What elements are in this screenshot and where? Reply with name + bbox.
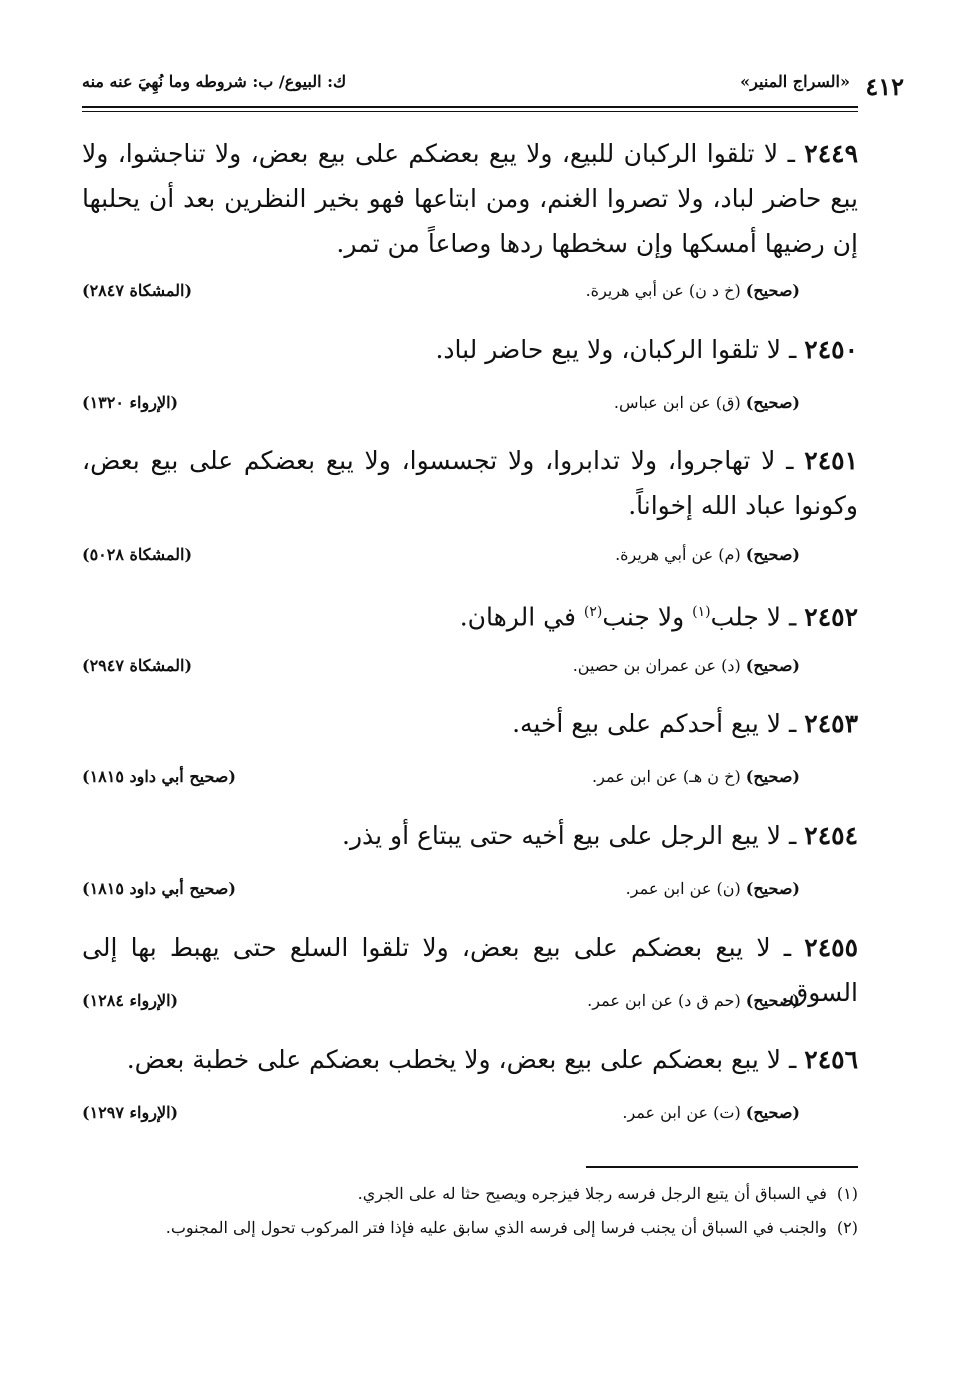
grade-line-2453 <box>82 767 858 797</box>
hadith-number: ٢٤٤٩ <box>804 139 859 168</box>
footnote-marker[interactable]: (٢) <box>583 604 603 620</box>
footnote-marker[interactable]: (١) <box>692 604 711 620</box>
hadith-text: لا يبع بعضكم على بيع بعض، ولا يخطب بعضكم على خطبة بعض. <box>126 1045 782 1074</box>
hadith-2456: ٢٤٥٦ ـ لا يبع بعضكم على بيع بعض، ولا يخطب بعضكم على خطبة بعض. <box>126 1045 858 1074</box>
hadith-reference: (الإرواء ١٢٨٤) <box>82 991 179 1010</box>
hadith-source: (ت) عن ابن عمر. <box>622 1103 741 1122</box>
grade-label: (صحيح) <box>745 281 800 300</box>
hadith-reference: (الإرواء ١٢٩٧) <box>82 1103 179 1122</box>
hadith-source: (د) عن عمران بن حصين. <box>572 656 741 675</box>
hadith-number: ٢٤٥٠ <box>804 335 858 364</box>
hadith-number: ٢٤٥١ <box>804 446 858 475</box>
grade-line-2454 <box>82 879 858 909</box>
hadith-2454: ٢٤٥٤ ـ لا يبع الرجل على بيع أخيه حتى يبتاع أو يذر. <box>342 821 858 850</box>
hadith-source: (خ ن هـ) عن ابن عمر. <box>592 767 741 786</box>
hadith-source: (م) عن أبي هريرة. <box>615 545 741 564</box>
hadith-source: (حم ق د) عن ابن عمر. <box>587 991 741 1010</box>
hadith-number: ٢٤٥٥ <box>804 933 859 962</box>
header-rule <box>82 106 858 108</box>
hadith-text-part: في الرهان. <box>459 602 584 632</box>
grade-label: (صحيح) <box>745 991 800 1010</box>
grade-line-2452 <box>82 656 858 686</box>
grade-label: (صحيح) <box>745 393 800 412</box>
footnote-2 <box>82 1214 858 1242</box>
hadith-text: لا تلقوا الركبان للبيع، ولا يبع بعضكم على بيع بعض، ولا تناجشوا، ولا يبع حاضر لباد، ولا تصروا الغنم، ومن ابتاعها فهو بخير النظرين بعد أن يحلبها إن رضيها أمسكها وإن سخطها ردها وصاعاً من تمر. <box>82 139 858 258</box>
chapter-title: ك: البيوع/ ب: شروطه وما نُهِيَ عنه منه <box>82 72 347 91</box>
footnote-marker: (٢) <box>836 1218 858 1237</box>
hadith-reference: (المشكاة ٢٨٤٧) <box>82 281 193 300</box>
hadith-source: (ق) عن ابن عباس. <box>613 393 741 412</box>
hadith-text: لا يبع أحدكم على بيع أخيه. <box>512 709 782 738</box>
grade-line-2449 <box>82 281 858 311</box>
hadith-reference: (المشكاة ٢٩٤٧) <box>82 656 193 675</box>
hadith-text-part: ولا جنب <box>602 602 693 632</box>
hadith-text: لا يبع بعضكم على بيع بعض، ولا تلقوا السلع حتى يهبط بها إلى السوق. <box>82 933 858 1007</box>
hadith-reference: (صحيح أبي داود ١٨١٥) <box>82 767 236 786</box>
footnote-text: في السباق أن يتبع الرجل فرسه رجلا فيزجره ويصيح حثا له على الجري. <box>357 1184 827 1203</box>
hadith-text-part: لا جلب <box>710 602 782 632</box>
grade-label: (صحيح) <box>745 879 800 898</box>
hadith-number: ٢٤٥٤ <box>804 821 858 850</box>
grade-line-2455 <box>82 991 858 1021</box>
hadith-source: (خ د ن) عن أبي هريرة. <box>585 281 741 300</box>
page-number: ٤١٢ <box>865 72 904 101</box>
hadith-2452: ٢٤٥٢ ـ لا جلب$^{(١)}$ ولا جنب$^{(٢)}$ في الرهان. <box>459 602 858 632</box>
header-rule-thin <box>82 111 858 112</box>
grade-label: (صحيح) <box>745 656 800 675</box>
footnote-text: والجنب في السباق أن يجنب فرسا إلى فرسه الذي سابق عليه فإذا فتر المركوب تحول إلى المجنوب. <box>165 1218 827 1237</box>
hadith-2451: ٢٤٥١ ـ لا تهاجروا، ولا تدابروا، ولا تجسسوا، ولا يبع بعضكم على بيع بعض، وكونوا عباد الله إخواناً. <box>82 446 858 520</box>
hadith-text: لا تهاجروا، ولا تدابروا، ولا تجسسوا، ولا يبع بعضكم على بيع بعض، وكونوا عباد الله إخواناً. <box>82 446 858 520</box>
hadith-text: لا تلقوا الركبان، ولا يبع حاضر لباد. <box>435 335 782 364</box>
hadith-2453: ٢٤٥٣ ـ لا يبع أحدكم على بيع أخيه. <box>512 709 858 738</box>
grade-line-2456 <box>82 1103 858 1133</box>
hadith-2449: ٢٤٤٩ ـ لا تلقوا الركبان للبيع، ولا يبع بعضكم على بيع بعض، ولا تناجشوا، ولا يبع حاضر لباد، ولا تصروا الغنم، ومن ابتاعها فهو بخير النظرين بعد أن يحلبها إن رضيها أمسكها وإن سخطها ردها وصاعاً من تمر. <box>82 139 859 258</box>
grade-line-2450 <box>82 393 858 423</box>
footnote-separator <box>586 1166 858 1168</box>
hadith-number: ٢٤٥٣ <box>804 709 858 738</box>
book-title: «السراج المنير» <box>740 72 850 91</box>
grade-label: (صحيح) <box>745 545 800 564</box>
grade-label: (صحيح) <box>745 767 800 786</box>
hadith-number: ٢٤٥٢ <box>804 602 858 632</box>
grade-label: (صحيح) <box>745 1103 800 1122</box>
hadith-2455: ٢٤٥٥ ـ لا يبع بعضكم على بيع بعض، ولا تلقوا السلع حتى يهبط بها إلى السوق. <box>82 933 859 1007</box>
footnote-marker: (١) <box>836 1184 858 1203</box>
grade-line-2451 <box>82 545 858 575</box>
hadith-reference: (الإرواء ١٣٢٠) <box>82 393 179 412</box>
hadith-source: (ن) عن ابن عمر. <box>625 879 741 898</box>
hadith-reference: (المشكاة ٥٠٢٨) <box>82 545 193 564</box>
footnote-1 <box>82 1180 858 1208</box>
hadith-text: لا يبع الرجل على بيع أخيه حتى يبتاع أو يذر. <box>342 821 782 850</box>
hadith-reference: (صحيح أبي داود ١٨١٥) <box>82 879 236 898</box>
hadith-2450: ٢٤٥٠ ـ لا تلقوا الركبان، ولا يبع حاضر لباد. <box>435 335 858 364</box>
hadith-number: ٢٤٥٦ <box>804 1045 858 1074</box>
